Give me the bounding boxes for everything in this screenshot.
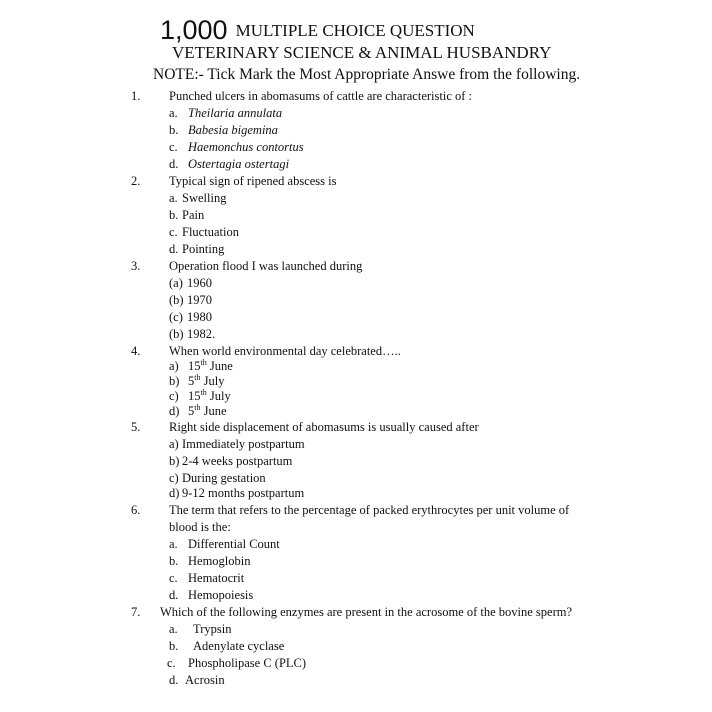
option-letter: d. [169, 673, 179, 687]
option-letter: a. [169, 106, 178, 120]
option-text: Differential Count [188, 537, 280, 551]
option-month: June [203, 404, 227, 418]
option-text: Theilaria annulata [188, 106, 283, 120]
question-number: 1. [131, 89, 141, 103]
option-text: Pain [182, 208, 205, 222]
question-text: Punched ulcers in abomasums of cattle are characteristic of : [169, 89, 473, 103]
answer-option[interactable] [169, 486, 304, 501]
option-letter: b) [169, 374, 180, 388]
answer-option[interactable] [169, 404, 227, 419]
option-letter: d. [169, 588, 179, 602]
option-letter: d. [169, 242, 179, 256]
option-letter: c. [169, 140, 178, 154]
question-number: 2. [131, 174, 141, 188]
option-text: Babesia bigemina [188, 123, 278, 137]
option-letter: c. [169, 225, 178, 239]
option-text: 9-12 months postpartum [182, 486, 305, 500]
answer-option[interactable] [167, 656, 306, 671]
option-text: Acrosin [185, 673, 225, 687]
option-letter: (b) [169, 293, 184, 307]
option-text: 1980 [187, 310, 212, 324]
option-letter: (a) [169, 276, 183, 290]
question-count: 1,000 [160, 15, 228, 45]
answer-option[interactable] [169, 471, 266, 486]
answer-option[interactable] [169, 327, 215, 342]
option-letter: (c) [169, 310, 183, 324]
option-text: 1982. [187, 327, 216, 341]
option-text: 1960 [187, 276, 212, 290]
answer-option[interactable] [169, 276, 212, 291]
answer-option[interactable] [169, 571, 244, 586]
option-text: Fluctuation [182, 225, 239, 239]
option-text: Phospholipase C (PLC) [188, 656, 307, 670]
ordinal-suffix: th [200, 388, 207, 397]
option-letter: d. [169, 157, 179, 171]
page-subtitle: VETERINARY SCIENCE & ANIMAL HUSBANDRY [172, 43, 552, 62]
option-text: Swelling [182, 191, 227, 205]
option-text: Hematocrit [188, 571, 245, 585]
option-month: July [203, 374, 225, 388]
option-month: June [209, 359, 233, 373]
question-text: When world environmental day celebrated….. [169, 344, 401, 358]
option-text: Trypsin [193, 622, 232, 636]
answer-option[interactable] [169, 106, 282, 121]
question-number: 3. [131, 259, 141, 273]
question-number: 4. [131, 344, 141, 358]
option-text: Ostertagia ostertagi [188, 157, 290, 171]
option-letter: a. [169, 191, 178, 205]
instruction-note: NOTE:- Tick Mark the Most Appropriate Answe from the following. [153, 66, 581, 83]
question-text-continued: blood is the: [169, 520, 231, 534]
option-letter: a) [169, 437, 179, 451]
option-text: Hemopoiesis [188, 588, 254, 602]
answer-option[interactable] [169, 293, 212, 308]
answer-option[interactable] [169, 454, 292, 469]
option-letter: b. [169, 123, 179, 137]
option-letter: a) [169, 359, 179, 373]
answer-option[interactable] [169, 622, 231, 637]
question-text: Operation flood I was launched during [169, 259, 363, 273]
ordinal-suffix: th [194, 373, 201, 382]
answer-option[interactable] [169, 389, 231, 404]
option-text: 2-4 weeks postpartum [182, 454, 293, 468]
option-letter: a. [169, 537, 178, 551]
answer-option[interactable] [169, 437, 305, 452]
answer-option[interactable] [169, 537, 280, 552]
question-number: 7. [131, 605, 141, 619]
option-letter: b. [169, 554, 179, 568]
option-letter: d) [169, 404, 180, 418]
question-text: Which of the following enzymes are present in the acrosome of the bovine sperm? [160, 605, 573, 619]
option-letter: a. [169, 622, 178, 636]
option-text: During gestation [182, 471, 266, 485]
question-text: Right side displacement of abomasums is usually caused after [169, 420, 479, 434]
answer-option[interactable] [169, 123, 278, 138]
option-letter: c. [167, 656, 176, 670]
answer-option[interactable] [169, 639, 284, 654]
option-day: 5 [188, 404, 195, 418]
option-month: July [209, 389, 231, 403]
answer-option[interactable] [169, 157, 289, 172]
answer-option[interactable] [169, 310, 212, 325]
ordinal-suffix: th [200, 358, 207, 367]
answer-option[interactable] [169, 554, 251, 569]
option-letter: c. [169, 571, 178, 585]
answer-option[interactable] [169, 242, 224, 257]
page-title [160, 15, 475, 46]
question-number: 6. [131, 503, 141, 517]
option-letter: b) [169, 454, 180, 468]
option-letter: b. [169, 208, 179, 222]
answer-option[interactable] [169, 191, 226, 206]
question-number: 5. [131, 420, 141, 434]
option-letter: c) [169, 471, 179, 485]
option-day: 15 [188, 389, 201, 403]
option-text: Pointing [182, 242, 225, 256]
option-letter: (b) [169, 327, 184, 341]
answer-option[interactable] [169, 225, 239, 240]
ordinal-suffix: th [194, 403, 201, 412]
answer-option[interactable] [169, 588, 253, 603]
question-text: The term that refers to the percentage of packed erythrocytes per unit volume of [169, 503, 570, 517]
option-text: Haemonchus contortus [188, 140, 304, 154]
option-day: 5 [188, 374, 195, 388]
option-letter: d) [169, 486, 180, 500]
option-text: Adenylate cyclase [193, 639, 285, 653]
option-text: 1970 [187, 293, 212, 307]
option-letter: c) [169, 389, 179, 403]
option-letter: b. [169, 639, 179, 653]
answer-option[interactable] [169, 208, 204, 223]
answer-option[interactable] [169, 374, 224, 389]
option-text: Hemoglobin [188, 554, 251, 568]
answer-option[interactable] [169, 359, 233, 374]
question-text: Typical sign of ripened abscess is [169, 174, 337, 188]
title-text: MULTIPLE CHOICE QUESTION [235, 21, 475, 40]
answer-option[interactable] [169, 140, 304, 155]
option-day: 15 [188, 359, 201, 373]
answer-option[interactable] [169, 673, 225, 688]
option-text: Immediately postpartum [182, 437, 305, 451]
